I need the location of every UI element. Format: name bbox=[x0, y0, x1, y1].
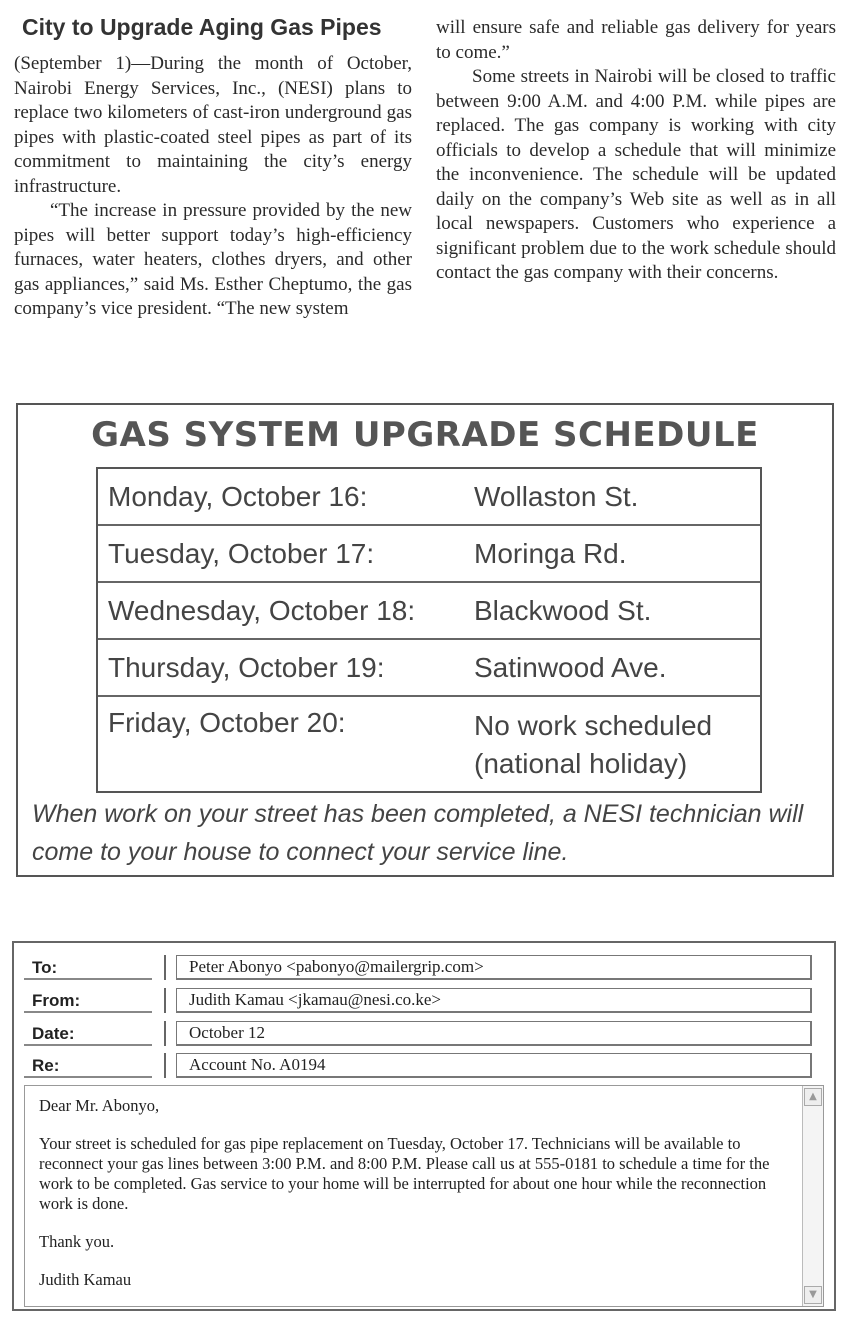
schedule-day: Thursday, October 19: bbox=[108, 651, 385, 683]
article-paragraph: “The increase in pressure provided by the new pipes will better support today’s high-efficiency furnaces, water heaters, clothes dryers, and other gas appliances,” said Ms. Esther Cheptumo, the gas company’s vice president. “The new system bbox=[14, 200, 412, 319]
scroll-up-icon[interactable]: ▲ bbox=[804, 1088, 822, 1106]
schedule-street-note: (national holiday) bbox=[474, 748, 688, 779]
schedule-day: Friday, October 20: bbox=[108, 707, 346, 738]
email-to-row bbox=[24, 955, 804, 982]
field-divider bbox=[164, 988, 166, 1013]
email-signature: Judith Kamau bbox=[39, 1270, 132, 1289]
from-label: From: bbox=[24, 988, 152, 1013]
schedule-street bbox=[474, 707, 760, 783]
to-label: To: bbox=[24, 955, 152, 980]
news-article bbox=[14, 12, 836, 382]
email-body-text bbox=[39, 1096, 799, 1308]
subject-field[interactable]: Account No. A0194 bbox=[176, 1053, 812, 1078]
schedule-day: Monday, October 16: bbox=[108, 480, 368, 512]
email-greeting: Dear Mr. Abonyo, bbox=[39, 1096, 160, 1115]
scroll-down-icon[interactable]: ▼ bbox=[804, 1286, 822, 1304]
schedule-street: Wollaston St. bbox=[474, 480, 639, 512]
schedule-note: When work on your street has been completed, a NESI technician will come to your house to connect your service line. bbox=[32, 800, 804, 866]
schedule-row bbox=[98, 526, 760, 583]
schedule-street: Blackwood St. bbox=[474, 594, 652, 626]
article-column-right bbox=[436, 16, 836, 286]
article-paragraph: (September 1)—During the month of October, Nairobi Energy Services, Inc., (NESI) plans to replace two kilometers of cast-iron underground gas pipes with plastic-coated steel pipes as part of its commitment to maintaining the city’s energy infrastructure. bbox=[14, 53, 412, 197]
email-window bbox=[12, 941, 836, 1311]
field-divider bbox=[164, 1053, 166, 1078]
field-divider bbox=[164, 955, 166, 980]
field-divider bbox=[164, 1021, 166, 1046]
article-paragraph: will ensure safe and reliable gas delivery for years to come.” bbox=[436, 17, 836, 63]
schedule-table bbox=[96, 467, 762, 793]
to-field[interactable]: Peter Abonyo <pabonyo@mailergrip.com> bbox=[176, 955, 812, 980]
email-from-row bbox=[24, 988, 804, 1015]
upgrade-schedule-box bbox=[16, 403, 834, 877]
schedule-row bbox=[98, 469, 760, 526]
schedule-street-line: No work scheduled bbox=[474, 710, 713, 741]
email-closing: Thank you. bbox=[39, 1232, 115, 1251]
schedule-row bbox=[98, 640, 760, 697]
article-paragraph: Some streets in Nairobi will be closed to traffic between 9:00 A.M. and 4:00 P.M. while pipes are replaced. The gas company is working with city officials to develop a schedule that will minimize the inconvenience. The schedule will be updated daily on the company’s Web site as well as in all local newspapers. Customers who experience a significant problem due to the work schedule should contact the gas company with their concerns. bbox=[436, 66, 836, 283]
date-label: Date: bbox=[24, 1021, 152, 1046]
schedule-day: Wednesday, October 18: bbox=[108, 594, 416, 626]
schedule-row bbox=[98, 583, 760, 640]
email-body[interactable] bbox=[24, 1085, 824, 1307]
re-label: Re: bbox=[24, 1053, 152, 1078]
email-paragraph: Your street is scheduled for gas pipe replacement on Tuesday, October 17. Technicians will be available to reconnect your gas lines between 3:00 P.M. and 8:00 P.M. Please call us at 555-0181 to schedule a time for the work to be completed. Gas service to your home will be interrupted for about one hour while the reconnection work is done. bbox=[39, 1134, 770, 1213]
schedule-title: GAS SYSTEM UPGRADE SCHEDULE bbox=[91, 415, 759, 455]
email-date-row bbox=[24, 1021, 804, 1048]
date-field[interactable]: October 12 bbox=[176, 1021, 812, 1046]
email-re-row bbox=[24, 1053, 804, 1080]
schedule-day: Tuesday, October 17: bbox=[108, 537, 375, 569]
article-column-left bbox=[14, 12, 412, 322]
schedule-street: Satinwood Ave. bbox=[474, 651, 667, 683]
vertical-scrollbar[interactable] bbox=[802, 1086, 823, 1306]
schedule-street: Moringa Rd. bbox=[474, 537, 627, 569]
article-headline: City to Upgrade Aging Gas Pipes bbox=[22, 14, 382, 40]
schedule-row bbox=[98, 697, 760, 791]
from-field[interactable]: Judith Kamau <jkamau@nesi.co.ke> bbox=[176, 988, 812, 1013]
